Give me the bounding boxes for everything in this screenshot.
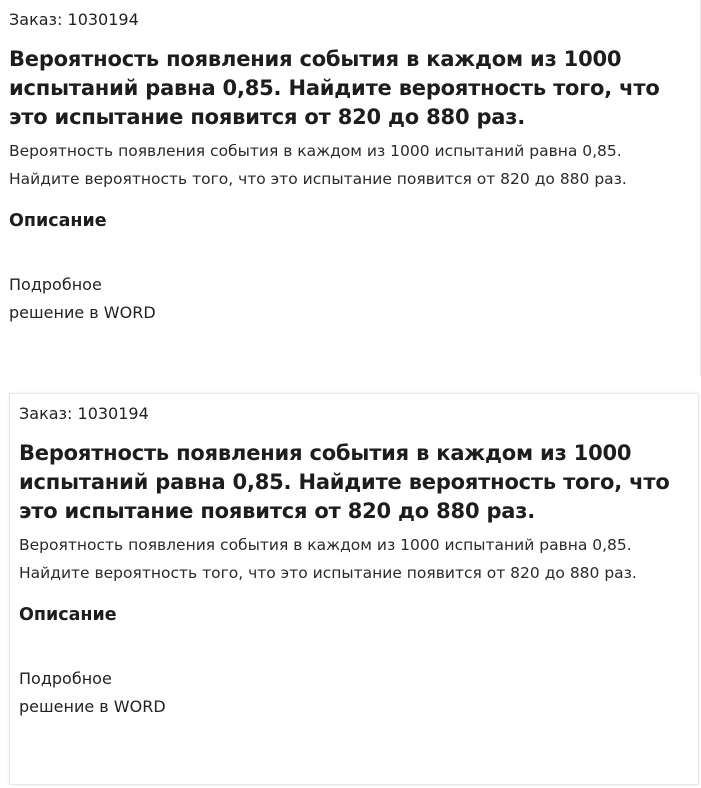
order-card-1 (0, 0, 701, 376)
order-description: Вероятность появления события в каждом из 1000 испытаний равна 0,85. Найдите вероятность того, что это испытание появится от 820 до 880 раз. (19, 536, 637, 582)
solution-detail: Подробное решение в WORD (9, 275, 156, 322)
order-title: Вероятность появления события в каждом из 1000 испытаний равна 0,85. Найдите вероятность того, что это испытание появится от 820 до 880 раз. (19, 441, 670, 523)
order-title: Вероятность появления события в каждом из 1000 испытаний равна 0,85. Найдите вероятность того, что это испытание появится от 820 до 880 раз. (9, 47, 660, 129)
order-description: Вероятность появления события в каждом из 1000 испытаний равна 0,85. Найдите вероятность того, что это испытание появится от 820 до 880 раз. (9, 142, 627, 188)
solution-detail: Подробное решение в WORD (19, 669, 166, 716)
description-heading: Описание (19, 605, 117, 625)
description-heading: Описание (9, 211, 107, 231)
order-number: Заказ: 1030194 (9, 10, 139, 29)
order-number: Заказ: 1030194 (19, 404, 149, 423)
order-card-2 (9, 393, 699, 785)
